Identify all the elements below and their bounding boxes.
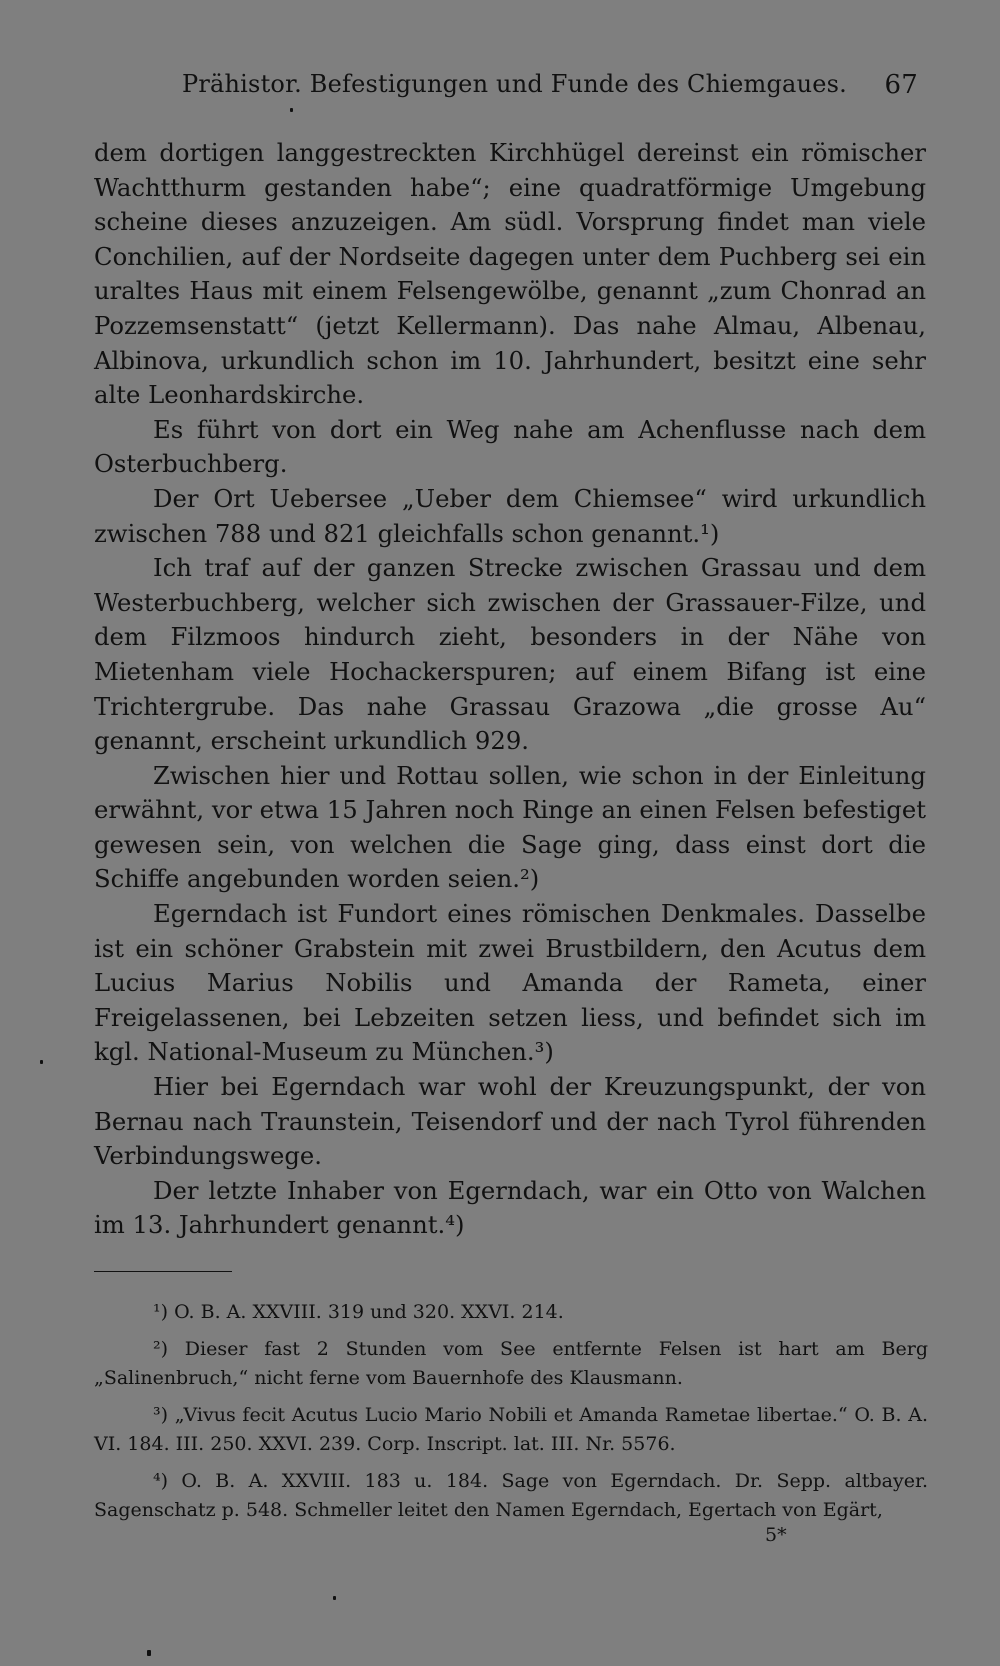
footnote: ³) „Vivus fecit Acutus Lucio Mario Nobili et Amanda Rametae libertae.“ O. B. A. VI. 184. III. 250. XXVI. 239. Corp. Inscript. lat. III. Nr. 5576. bbox=[94, 1404, 928, 1455]
running-head-title: Prähistor. Befestigungen und Funde des Chiemgaues. bbox=[182, 70, 847, 98]
paragraph: dem dortigen langgestreckten Kirchhügel dereinst ein römischer Wachtthurm gestanden habe“; eine quadratförmige Umgebung scheine dieses anzuzeigen. Am südl. Vorsprung findet man viele Conchilien, auf der Nordseite dagegen unter dem Puchberg sei ein uraltes Haus mit einem Felsengewölbe, genannt „zum Chonrad an Pozzemsenstatt“ (jetzt Kellermann). Das nahe Almau, Albenau, Albinova, urkundlich schon im 10. Jahrhundert, besitzt eine sehr alte Leonhardskirche. bbox=[94, 138, 926, 410]
body-text bbox=[94, 136, 926, 1243]
scan-speck bbox=[147, 1650, 151, 1656]
page-number: 67 bbox=[884, 70, 918, 100]
footnote: ⁴) O. B. A. XXVIII. 183 u. 184. Sage von Egerndach. Dr. Sepp. altbayer. Sagenschatz p. 548. Schmeller leitet den Namen Egerndach, Egertach von Egärt, bbox=[94, 1470, 928, 1521]
paragraph: Ich traf auf der ganzen Strecke zwischen Grassau und dem Westerbuchberg, welcher sich zwischen der Grassauer-Filze, und dem Filzmoos hindurch zieht, besonders in der Nähe von Mietenham viele Hochackerspuren; auf einem Bifang ist eine Trichtergrube. Das nahe Grassau Grazowa „die grosse Au“ genannt, erscheint urkundlich 929. bbox=[94, 553, 926, 756]
paragraph: Es führt von dort ein Weg nahe am Achenflusse nach dem Osterbuchberg. bbox=[94, 414, 926, 479]
paragraph: Der Ort Uebersee „Ueber dem Chiemsee“ wird urkundlich zwischen 788 und 821 gleichfalls schon genannt.¹) bbox=[94, 483, 926, 548]
scan-speck bbox=[290, 108, 293, 112]
scan-speck bbox=[333, 1596, 336, 1600]
footnote: ¹) O. B. A. XXVIII. 319 und 320. XXVI. 214. bbox=[153, 1301, 564, 1323]
paragraph: Zwischen hier und Rottau sollen, wie schon in der Einleitung erwähnt, vor etwa 15 Jahren noch Ringe an einen Felsen befestiget gewesen sein, von welchen die Sage ging, dass einst dort die Schiffe angebunden worden seien.²) bbox=[94, 760, 926, 894]
paragraph: Egerndach ist Fundort eines römischen Denkmales. Dasselbe ist ein schöner Grabstein mit zwei Brustbildern, den Acutus dem Lucius Marius Nobilis und Amanda der Rameta, einer Freigelassenen, bei Lebzeiten setzen liess, und befindet sich im kgl. National-Museum zu München.³) bbox=[94, 899, 926, 1067]
footnote-divider bbox=[94, 1271, 232, 1272]
signature-mark: 5* bbox=[765, 1524, 787, 1546]
running-head bbox=[182, 70, 922, 98]
paragraph: Hier bei Egerndach war wohl der Kreuzungspunkt, der von Bernau nach Traunstein, Teisendorf und der nach Tyrol führenden Verbindungswege. bbox=[94, 1072, 926, 1171]
paragraph: Der letzte Inhaber von Egerndach, war ein Otto von Walchen im 13. Jahrhundert genannt.⁴) bbox=[94, 1175, 926, 1240]
footnotes bbox=[94, 1298, 928, 1533]
footnote: ²) Dieser fast 2 Stunden vom See entfernte Felsen ist hart am Berg „Salinenbruch,“ nicht ferne vom Bauernhofe des Klausmann. bbox=[94, 1338, 928, 1389]
scan-speck bbox=[40, 1060, 43, 1064]
